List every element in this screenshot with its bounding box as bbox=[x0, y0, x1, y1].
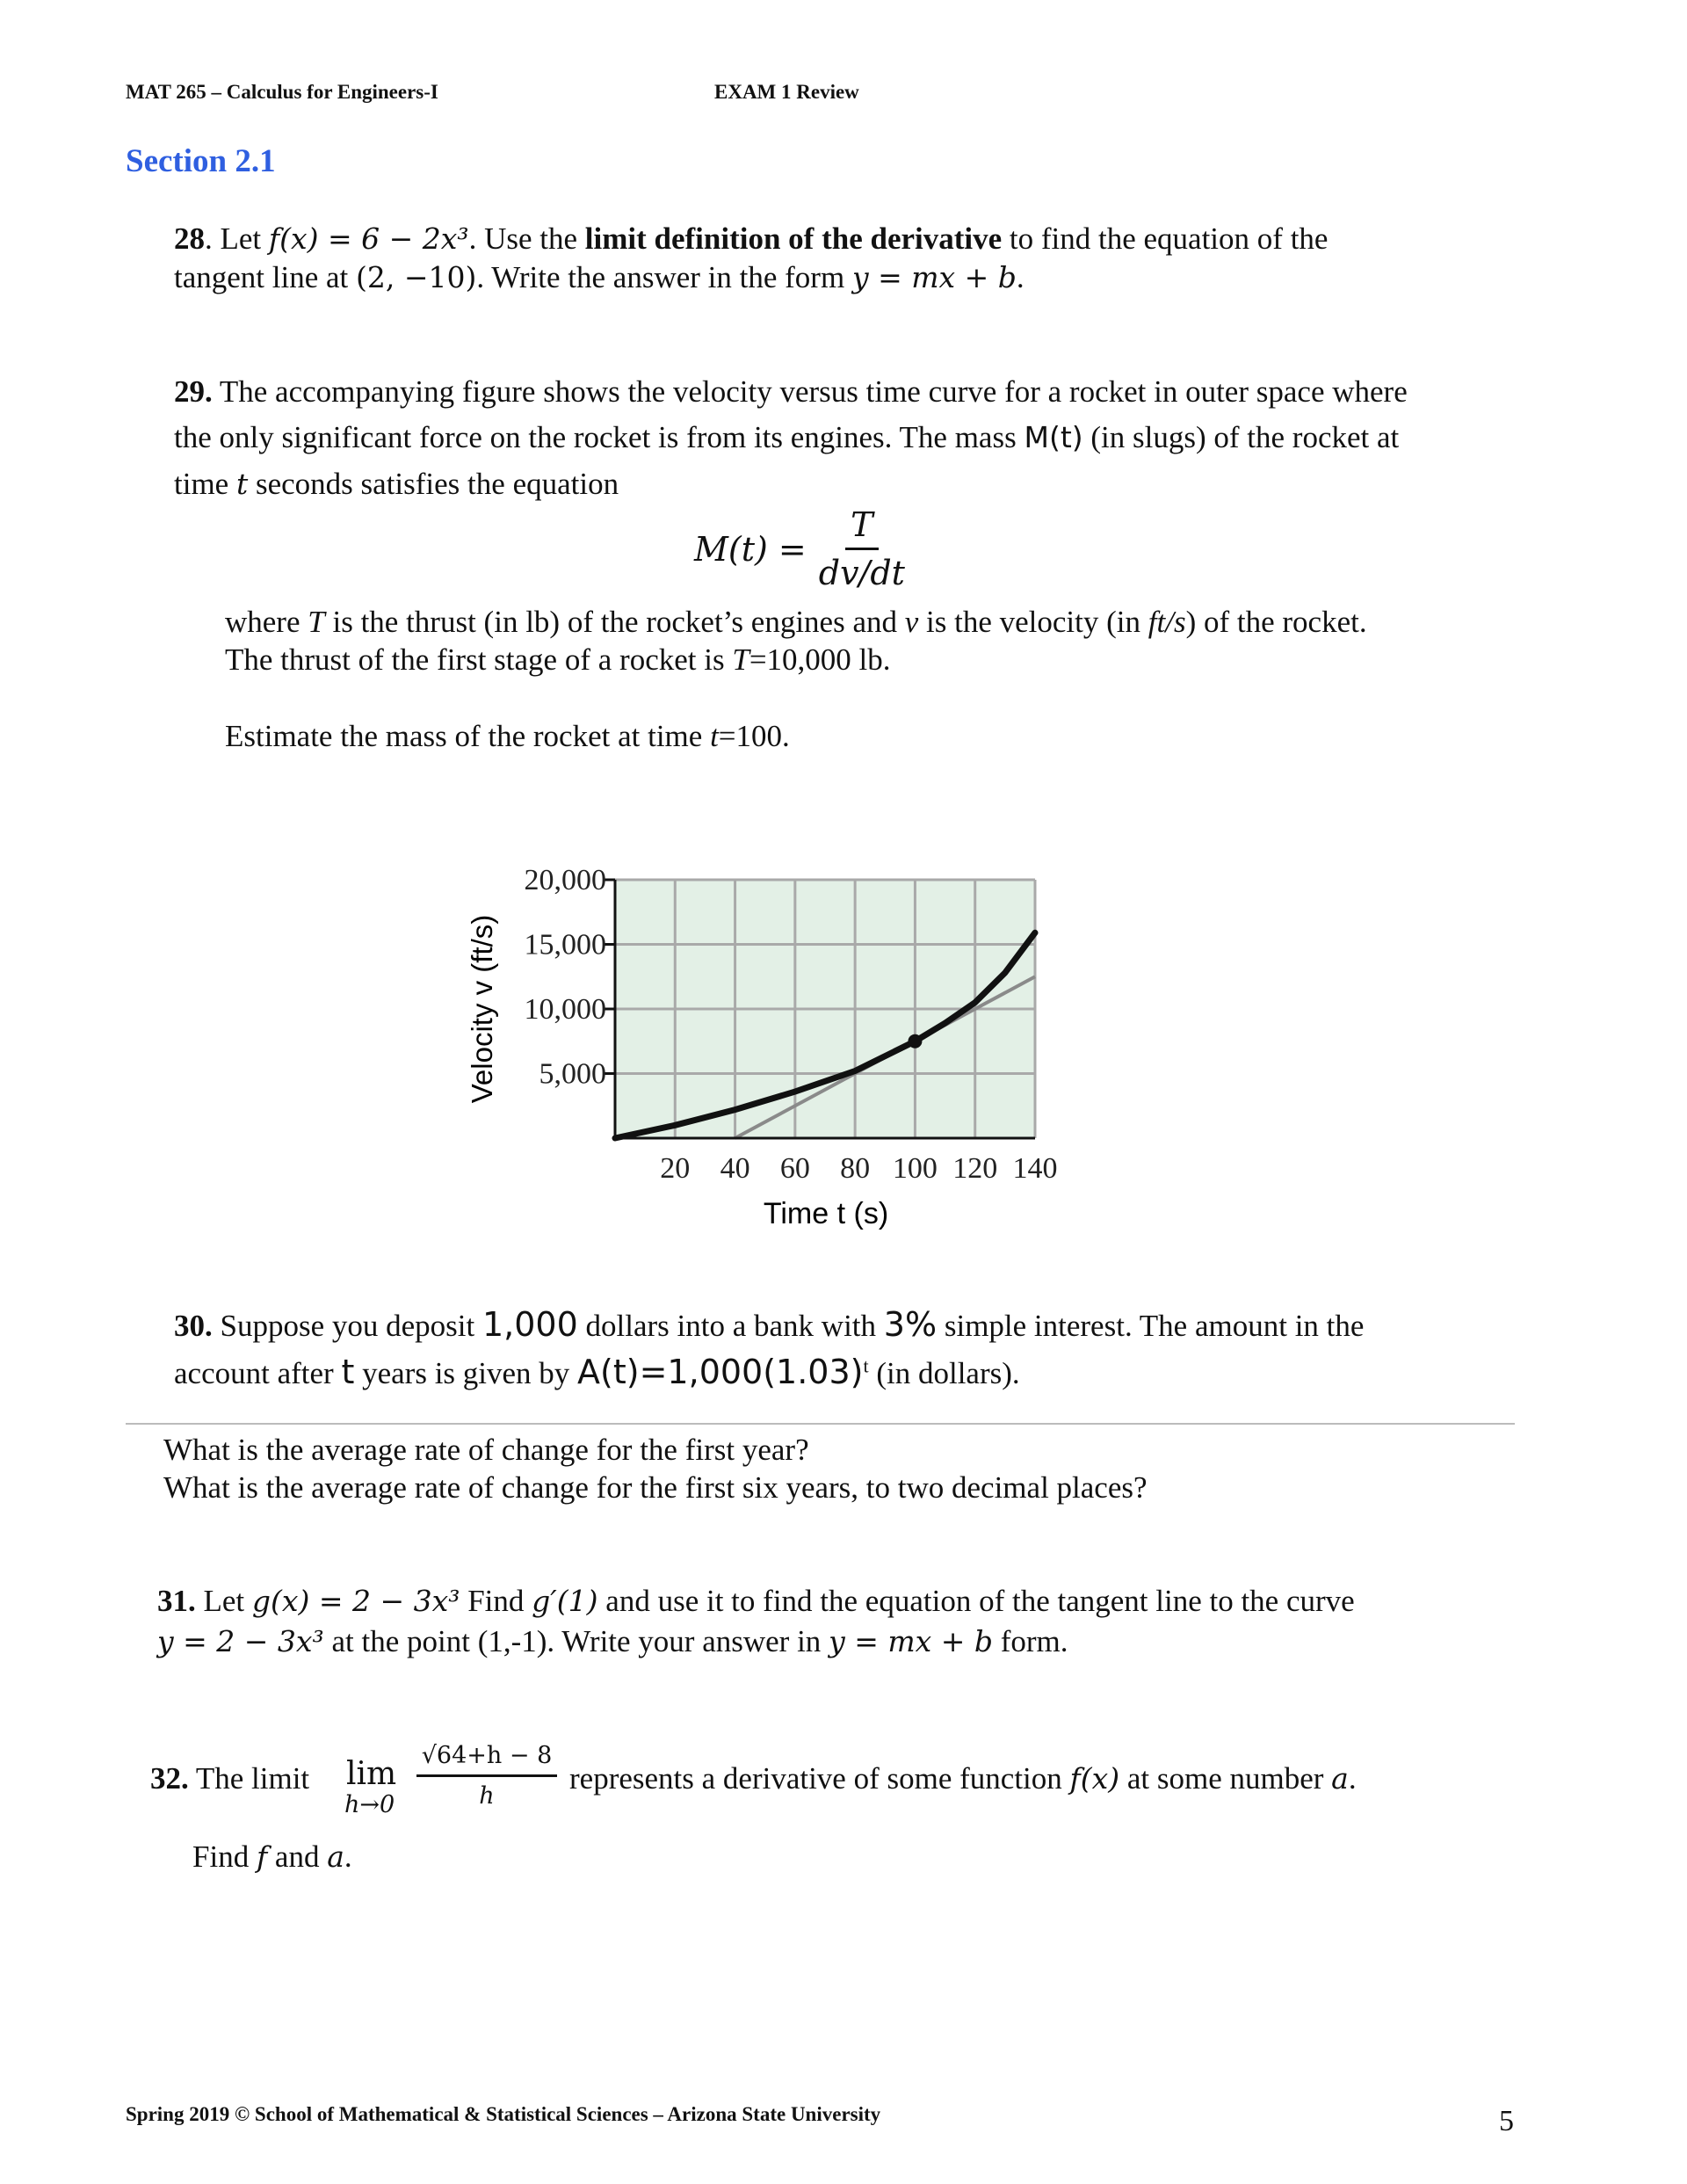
t: . Write the answer in the form bbox=[476, 260, 852, 294]
q29-number: 29. bbox=[174, 374, 213, 409]
t: seconds satisfies the equation bbox=[248, 467, 619, 501]
x-tick-label: 120 bbox=[952, 1152, 998, 1185]
q31-number: 31. bbox=[157, 1584, 196, 1618]
q30-line1 bbox=[174, 1305, 1364, 1344]
footer-text: Spring 2019 © School of Mathematical & Statistical Sciences – Arizona State University bbox=[126, 2103, 881, 2125]
t: Find bbox=[192, 1839, 257, 1874]
t: at some number bbox=[1119, 1761, 1332, 1796]
y-tick-label: 15,000 bbox=[524, 928, 606, 961]
t: dollars into a bank with bbox=[577, 1309, 884, 1343]
t: t bbox=[710, 719, 719, 753]
t: The limit bbox=[188, 1761, 310, 1796]
t: Let bbox=[195, 1584, 252, 1618]
x-tick-label: 100 bbox=[892, 1152, 938, 1185]
q32-number: 32. bbox=[150, 1761, 189, 1796]
q32-find bbox=[192, 1839, 352, 1875]
x-tick-label: 80 bbox=[840, 1152, 871, 1185]
t: and bbox=[267, 1839, 328, 1874]
math: f(x) bbox=[1069, 1761, 1120, 1796]
q30-number: 30. bbox=[174, 1309, 213, 1343]
page-number: 5 bbox=[1499, 2105, 1514, 2137]
eq-lhs: M(t) = bbox=[694, 529, 807, 569]
t: Estimate the mass of the rocket at time bbox=[225, 719, 711, 753]
t: is the thrust (in lb) of the rocket’s engines and bbox=[324, 605, 905, 639]
math: f bbox=[256, 1839, 268, 1874]
q31-line1 bbox=[157, 1584, 1355, 1619]
exam-header: EXAM 1 Review bbox=[714, 81, 859, 103]
limit-fraction bbox=[416, 1742, 557, 1810]
y-tick-label: 20,000 bbox=[524, 864, 606, 896]
math: g′(1) bbox=[532, 1584, 598, 1618]
t: (in slugs) of the rocket at bbox=[1082, 420, 1400, 454]
t: at the point (1,-1). Write your answer in bbox=[323, 1624, 829, 1658]
q30-line2 bbox=[174, 1353, 1020, 1391]
y-tick-label: 5,000 bbox=[539, 1057, 606, 1091]
q31-line2 bbox=[157, 1624, 1068, 1659]
t: simple interest. The amount in the bbox=[937, 1309, 1365, 1343]
math: y = mx + b bbox=[851, 260, 1017, 294]
limit-numerator: √64+h − 8 bbox=[416, 1742, 557, 1777]
t: represents a derivative of some function bbox=[569, 1761, 1070, 1796]
math: t bbox=[235, 467, 249, 501]
math: f(x) = 6 − 2x³ bbox=[268, 221, 469, 256]
math: y = 2 − 3x³ bbox=[157, 1624, 324, 1658]
eq-numerator: T bbox=[845, 505, 878, 550]
t: . Use the bbox=[468, 221, 585, 256]
t: . bbox=[1016, 260, 1025, 294]
t: =100. bbox=[718, 719, 790, 753]
course-header: MAT 265 – Calculus for Engineers-I bbox=[126, 81, 438, 103]
t: . bbox=[1348, 1761, 1357, 1796]
divider bbox=[126, 1423, 1515, 1425]
x-axis-label: Time t (s) bbox=[763, 1197, 889, 1230]
math: a bbox=[327, 1839, 344, 1874]
t: and use it to find the equation of the tangent line to the curve bbox=[597, 1584, 1355, 1618]
math: (2, −10) bbox=[356, 260, 477, 294]
q28-number: 28 bbox=[174, 221, 205, 256]
t: form. bbox=[993, 1624, 1068, 1658]
x-tick-label: 140 bbox=[1012, 1152, 1058, 1185]
t: (in dollars). bbox=[868, 1356, 1020, 1390]
t: T bbox=[308, 605, 325, 639]
q30-ask1: What is the average rate of change for the first year? bbox=[163, 1433, 809, 1467]
t: The thrust of the first stage of a rocket is bbox=[225, 642, 733, 677]
t: tangent line at bbox=[174, 260, 357, 294]
t: 1,000 bbox=[481, 1305, 578, 1344]
q32-line-rest bbox=[569, 1761, 1357, 1796]
t: ) of the rocket. bbox=[1185, 605, 1367, 639]
x-tick-label: 40 bbox=[720, 1152, 750, 1185]
t: The accompanying figure shows the velocity versus time curve for a rocket in outer space where bbox=[212, 374, 1408, 409]
t: v bbox=[904, 605, 919, 639]
t: account after bbox=[174, 1356, 342, 1390]
t: limit definition of the derivative bbox=[584, 221, 1003, 256]
tangent-point bbox=[908, 1034, 922, 1048]
t: . bbox=[344, 1839, 352, 1874]
t: t bbox=[863, 1354, 869, 1377]
t: ft/s bbox=[1148, 605, 1186, 639]
limit-denominator: h bbox=[479, 1782, 495, 1810]
lim: lim bbox=[346, 1756, 397, 1792]
math: a bbox=[1331, 1761, 1349, 1796]
t: 3% bbox=[883, 1305, 938, 1344]
math: M(t) bbox=[1024, 420, 1083, 454]
section-title: Section 2.1 bbox=[126, 143, 276, 179]
math: y = mx + b bbox=[829, 1624, 993, 1658]
t: . Let bbox=[205, 221, 269, 256]
t: to find the equation of the bbox=[1002, 221, 1329, 256]
math: g(x) = 2 − 3x³ bbox=[251, 1584, 460, 1618]
lim-subscript: h→0 bbox=[344, 1791, 395, 1818]
t: t bbox=[341, 1353, 355, 1391]
t: =10,000 lb. bbox=[749, 642, 891, 677]
t: years is given by bbox=[354, 1356, 578, 1390]
t: time bbox=[174, 467, 236, 501]
y-tick-label: 10,000 bbox=[524, 993, 606, 1026]
math: A(t)=1,000(1.03) bbox=[577, 1353, 864, 1391]
q32-line bbox=[150, 1761, 309, 1796]
y-axis-label: Velocity v (ft/s) bbox=[466, 914, 498, 1104]
q30-ask2: What is the average rate of change for the first six years, to two decimal places? bbox=[163, 1470, 1148, 1505]
t: Suppose you deposit bbox=[212, 1309, 482, 1343]
x-tick-label: 60 bbox=[779, 1152, 810, 1185]
x-tick-label: 20 bbox=[660, 1152, 691, 1185]
t: the only significant force on the rocket is from its engines. The mass bbox=[174, 420, 1025, 454]
t: is the velocity (in bbox=[918, 605, 1148, 639]
eq-denominator: dv/dt bbox=[818, 554, 905, 592]
t: T bbox=[732, 642, 749, 677]
t: where bbox=[225, 605, 308, 639]
t: Find bbox=[460, 1584, 532, 1618]
